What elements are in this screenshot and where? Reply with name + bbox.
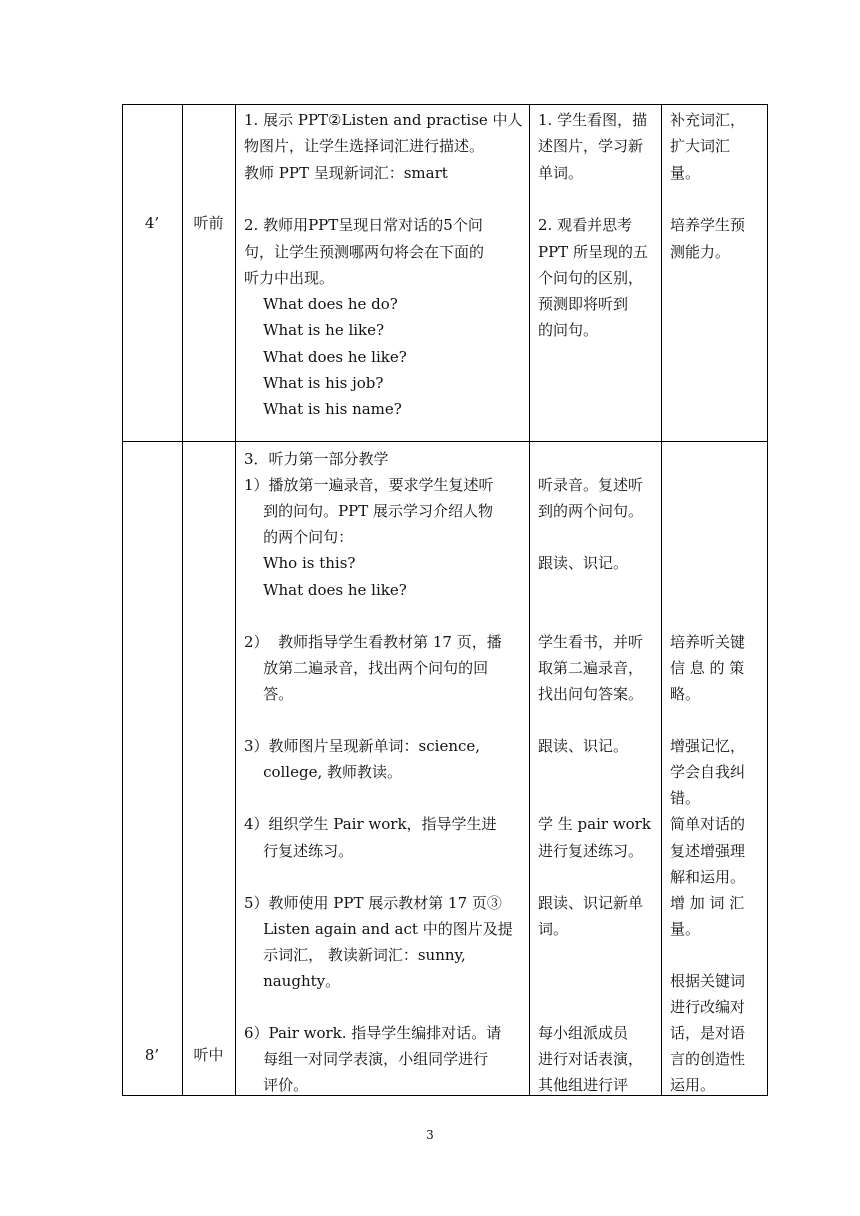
cell-line: 3）教师图片呈现新单词：science,	[244, 737, 481, 756]
cell-line: 取第二遍录音，	[538, 658, 644, 677]
cell-line: 学生看书，并听	[538, 632, 644, 651]
cell-line: naughty。	[244, 972, 341, 990]
cell-line: 到的两个问句。	[538, 502, 644, 521]
row2-time: 8’	[144, 1046, 160, 1064]
cell-line: 的两个问句：	[244, 528, 354, 547]
cell-line: 评价。	[244, 1076, 309, 1095]
cell-line: 到的问句。PPT 展示学习介绍人物	[244, 502, 494, 521]
cell-line: 简单对话的	[670, 815, 746, 834]
cell-line: 话，是对语	[670, 1024, 746, 1043]
row2-stage: 听中	[193, 1046, 224, 1064]
row1-time: 4’	[144, 214, 160, 232]
cell-line: 每小组派成员	[538, 1024, 629, 1043]
cell-line: 句，让学生预测哪两句将会在下面的	[244, 242, 485, 261]
page-number: 3	[426, 1128, 434, 1142]
cell-line: 解和运用。	[670, 867, 746, 886]
cell-line: 5）教师使用 PPT 展示教材第 17 页③	[244, 893, 502, 912]
cell-line: 增 加 词 汇	[670, 893, 745, 912]
cell-line: 6）Pair work. 指导学生编排对话。请	[244, 1024, 502, 1043]
cell-line: 听力中出现。	[244, 268, 335, 287]
cell-line: 进行改编对	[670, 998, 746, 1017]
cell-line: 词。	[538, 919, 569, 938]
cell-line: 量。	[670, 919, 701, 938]
cell-line: 学会自我纠	[670, 763, 746, 782]
cell-line: 示词汇， 教读新词汇：sunny,	[244, 945, 466, 964]
cell-line: 述图片，学习新	[538, 137, 644, 156]
cell-line: What is his name?	[244, 400, 402, 419]
row1-stage: 听前	[193, 214, 224, 232]
cell-line: 放第二遍录音，找出两个问句的回	[244, 658, 489, 677]
cell-line: 3．听力第一部分教学	[244, 450, 389, 468]
cell-line: 1. 学生看图，描	[538, 111, 648, 129]
table-right-border	[767, 104, 768, 1096]
cell-line: 其他组进行评	[538, 1076, 629, 1095]
cell-line: 增强记忆，	[670, 737, 746, 756]
table-left-border	[122, 104, 123, 1096]
cell-line: 量。	[670, 163, 701, 182]
cell-line: PPT 所呈现的五	[538, 242, 648, 261]
cell-line: 每组一对同学表演，小组同学进行	[244, 1050, 489, 1069]
cell-line: 进行对话表演，	[538, 1050, 644, 1069]
col-divider-3	[529, 104, 530, 1096]
cell-line: Listen again and act 中的图片及提	[244, 919, 513, 938]
cell-line: 进行复述练习。	[538, 841, 644, 860]
cell-line: 根据关键词	[670, 972, 746, 990]
cell-line: 信 息 的 策	[670, 658, 745, 677]
cell-line: 2） 教师指导学生看教材第 17 页，播	[244, 632, 502, 651]
cell-line: 跟读、识记。	[538, 554, 629, 573]
cell-line: What is his job?	[244, 374, 384, 392]
cell-line: 行复述练习。	[244, 841, 354, 860]
cell-line: 补充词汇，	[670, 111, 746, 129]
cell-line: 扩大词汇	[670, 137, 731, 156]
col-divider-1	[182, 104, 183, 1096]
cell-line: 2. 观看并思考	[538, 216, 633, 235]
col-divider-2	[235, 104, 236, 1096]
col-divider-4	[661, 104, 662, 1096]
cell-line: 测能力。	[670, 242, 731, 261]
cell-line: Who is this?	[244, 554, 356, 573]
cell-line: 1. 展示 PPT②Listen and practise 中人	[244, 111, 523, 129]
cell-line: 4）组织学生 Pair work，指导学生进	[244, 815, 497, 834]
cell-line: 物图片，让学生选择词汇进行描述。	[244, 137, 485, 156]
cell-line: 2. 教师用PPT呈现日常对话的5个问	[244, 216, 483, 235]
row-divider	[122, 441, 768, 442]
cell-line: What does he like?	[244, 580, 407, 599]
cell-line: 言的创造性	[670, 1050, 746, 1069]
cell-line: 培养学生预	[670, 216, 746, 235]
cell-line: 略。	[670, 684, 701, 703]
cell-line: 找出问句答案。	[538, 684, 644, 703]
cell-line: What does he like?	[244, 347, 407, 366]
cell-line: 跟读、识记。	[538, 737, 629, 756]
cell-line: 的问句。	[538, 321, 599, 340]
cell-line: 个问句的区别，	[538, 268, 644, 287]
cell-line: 单词。	[538, 163, 584, 182]
table-top-border	[122, 104, 768, 105]
cell-line: 听录音。复述听	[538, 476, 644, 495]
cell-line: 培养听关键	[670, 632, 746, 651]
cell-line: 1）播放第一遍录音，要求学生复述听	[244, 476, 494, 495]
cell-line: 跟读、识记新单	[538, 893, 644, 912]
cell-line: 答。	[244, 684, 294, 703]
cell-line: What does he do?	[244, 295, 398, 314]
cell-line: 教师 PPT 呈现新词汇：smart	[244, 163, 448, 182]
cell-line: 错。	[670, 789, 701, 808]
cell-line: What is he like?	[244, 321, 385, 340]
cell-line: college, 教师教读。	[244, 763, 402, 782]
cell-line: 学 生 pair work	[538, 815, 651, 834]
cell-line: 复述增强理	[670, 841, 746, 860]
cell-line: 预测即将听到	[538, 295, 629, 314]
cell-line: 运用。	[670, 1076, 716, 1095]
